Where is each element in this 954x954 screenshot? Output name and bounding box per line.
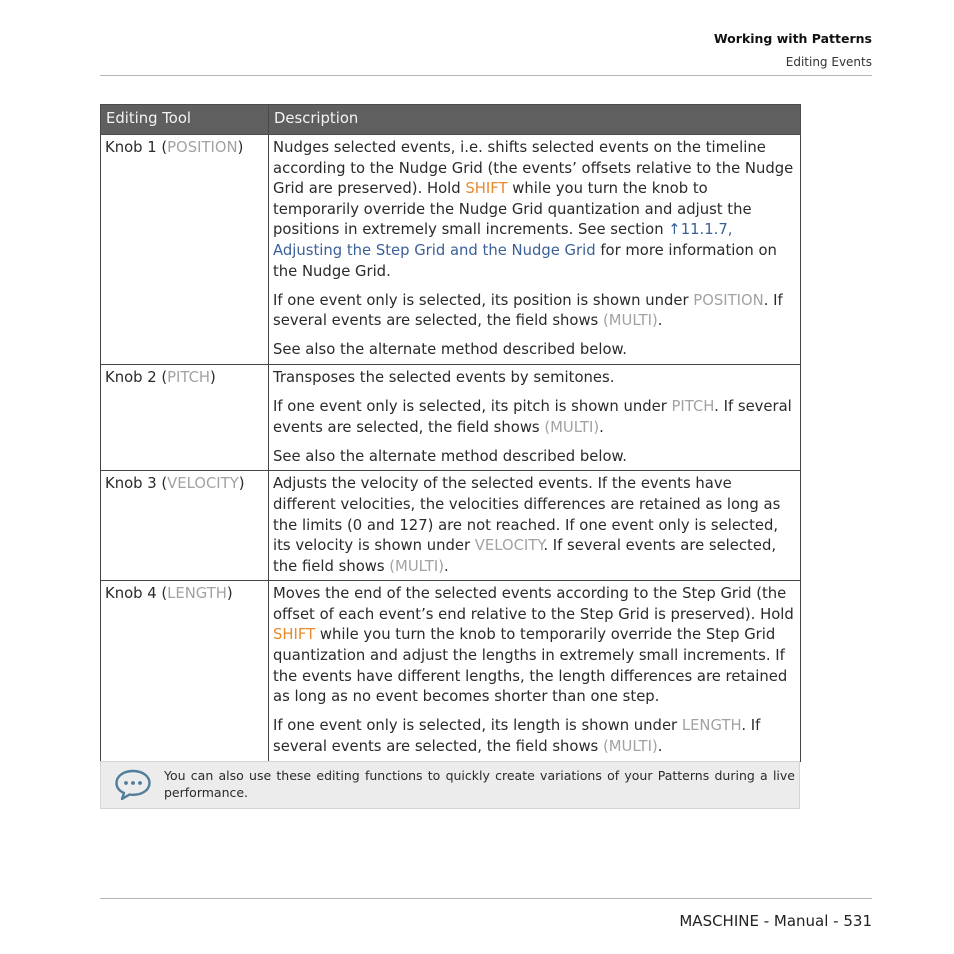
text-run: Nudges selected events, i.e. shifts selected events on the timeline according to the Nudge Grid (the events’ offsets relative to the Nudge Grid are preserved). Hold	[273, 139, 794, 198]
description-cell	[269, 471, 801, 581]
tool-suffix: )	[238, 475, 245, 493]
column-header-editing-tool: Editing Tool	[101, 105, 269, 135]
text-run: .	[657, 312, 663, 330]
text-run: Moves the end of the selected events according to the Step Grid (the offset of each event’s end relative to the Step Grid is preserved). Hold	[273, 585, 794, 623]
table-row	[101, 581, 801, 761]
editing-tools-table	[100, 104, 801, 762]
text-run: . If several events are selected, the field shows	[273, 537, 777, 575]
text-run: Adjusts the velocity of the selected events. If the events have different velocities, the velocities differences are retained as long as the limits (0 and 127) are not reached. If one event only is selected, its velocity is shown under	[273, 475, 781, 555]
tool-cell	[101, 581, 269, 761]
table-row	[101, 135, 801, 365]
control-name: LENGTH	[681, 717, 742, 735]
text-run: . If several events are selected, the field shows	[273, 398, 792, 436]
description-paragraph: See also the alternate method described below.	[273, 447, 627, 465]
text-run: If one event only is selected, its pitch is shown under	[273, 398, 672, 416]
control-name: PITCH	[167, 368, 211, 386]
text-run: . If several events are selected, the field shows	[273, 717, 761, 755]
shift-key-label: SHIFT	[465, 180, 508, 198]
text-run: . If several events are selected, the field shows	[273, 291, 783, 330]
tool-prefix: Knob 2 (	[105, 368, 168, 386]
text-run: .	[657, 737, 663, 755]
description-cell	[269, 364, 801, 470]
multi-value-label: (MULTI)	[602, 737, 658, 755]
text-run: while you turn the knob to temporarily override the Nudge Grid quantization and adjust the positions in extremely small increments. See section	[273, 180, 752, 239]
tip-text: You can also use these editing functions to quickly create variations of your Patterns during a live performance.	[164, 768, 795, 800]
text-run: for more information on the Nudge Grid.	[273, 241, 777, 280]
description-cell	[269, 581, 801, 761]
multi-value-label: (MULTI)	[602, 312, 658, 330]
column-header-description: Description	[269, 105, 801, 135]
tool-prefix: Knob 1 (	[105, 139, 168, 156]
tool-cell	[101, 364, 269, 470]
description-paragraph	[273, 474, 796, 577]
description-paragraph	[273, 138, 796, 282]
tool-prefix: Knob 3 (	[105, 475, 168, 493]
text-run: If one event only is selected, its length is shown under	[273, 717, 682, 735]
page-footer: MASCHINE - Manual - 531	[679, 912, 872, 930]
speech-bubble-icon	[114, 768, 152, 806]
running-header-subtitle: Editing Events	[785, 55, 872, 69]
tool-cell	[101, 471, 269, 581]
footer-divider	[100, 898, 872, 899]
control-name: VELOCITY	[167, 475, 239, 493]
tip-box	[100, 761, 800, 809]
description-paragraph: Transposes the selected events by semitones.	[273, 368, 615, 386]
control-name: PITCH	[671, 398, 715, 416]
description-paragraph	[273, 716, 796, 757]
description-paragraph	[273, 584, 796, 708]
tool-suffix: )	[237, 139, 244, 156]
tool-suffix: )	[226, 585, 233, 603]
control-name: VELOCITY	[474, 537, 544, 555]
table-row	[101, 364, 801, 470]
running-header-title: Working with Patterns	[713, 31, 872, 46]
text-run: .	[599, 418, 604, 436]
table-row	[101, 471, 801, 581]
multi-value-label: (MULTI)	[544, 418, 600, 436]
control-name: POSITION	[167, 139, 238, 156]
description-paragraph: See also the alternate method described below.	[273, 341, 627, 359]
shift-key-label: SHIFT	[273, 626, 316, 644]
tool-suffix: )	[210, 368, 216, 386]
text-run: .	[444, 557, 449, 575]
multi-value-label: (MULTI)	[389, 557, 445, 575]
table-header-row	[101, 105, 801, 135]
section-cross-reference-link[interactable]: ↑11.1.7, Adjusting the Step Grid and the Nudge Grid	[273, 221, 733, 259]
description-cell	[269, 135, 801, 365]
control-name: POSITION	[693, 291, 764, 309]
text-run: while you turn the knob to temporarily override the Step Grid quantization and adjust the lengths in extremely small increments. If the events have different lengths, the length differences are retained as long as no event becomes shorter than one step.	[273, 626, 788, 706]
description-paragraph	[273, 397, 796, 438]
description-paragraph	[273, 291, 796, 332]
tool-cell	[101, 135, 269, 365]
control-name: LENGTH	[167, 585, 227, 603]
text-run: If one event only is selected, its position is shown under	[273, 291, 694, 309]
header-divider	[100, 75, 872, 76]
tool-prefix: Knob 4 (	[105, 585, 168, 603]
